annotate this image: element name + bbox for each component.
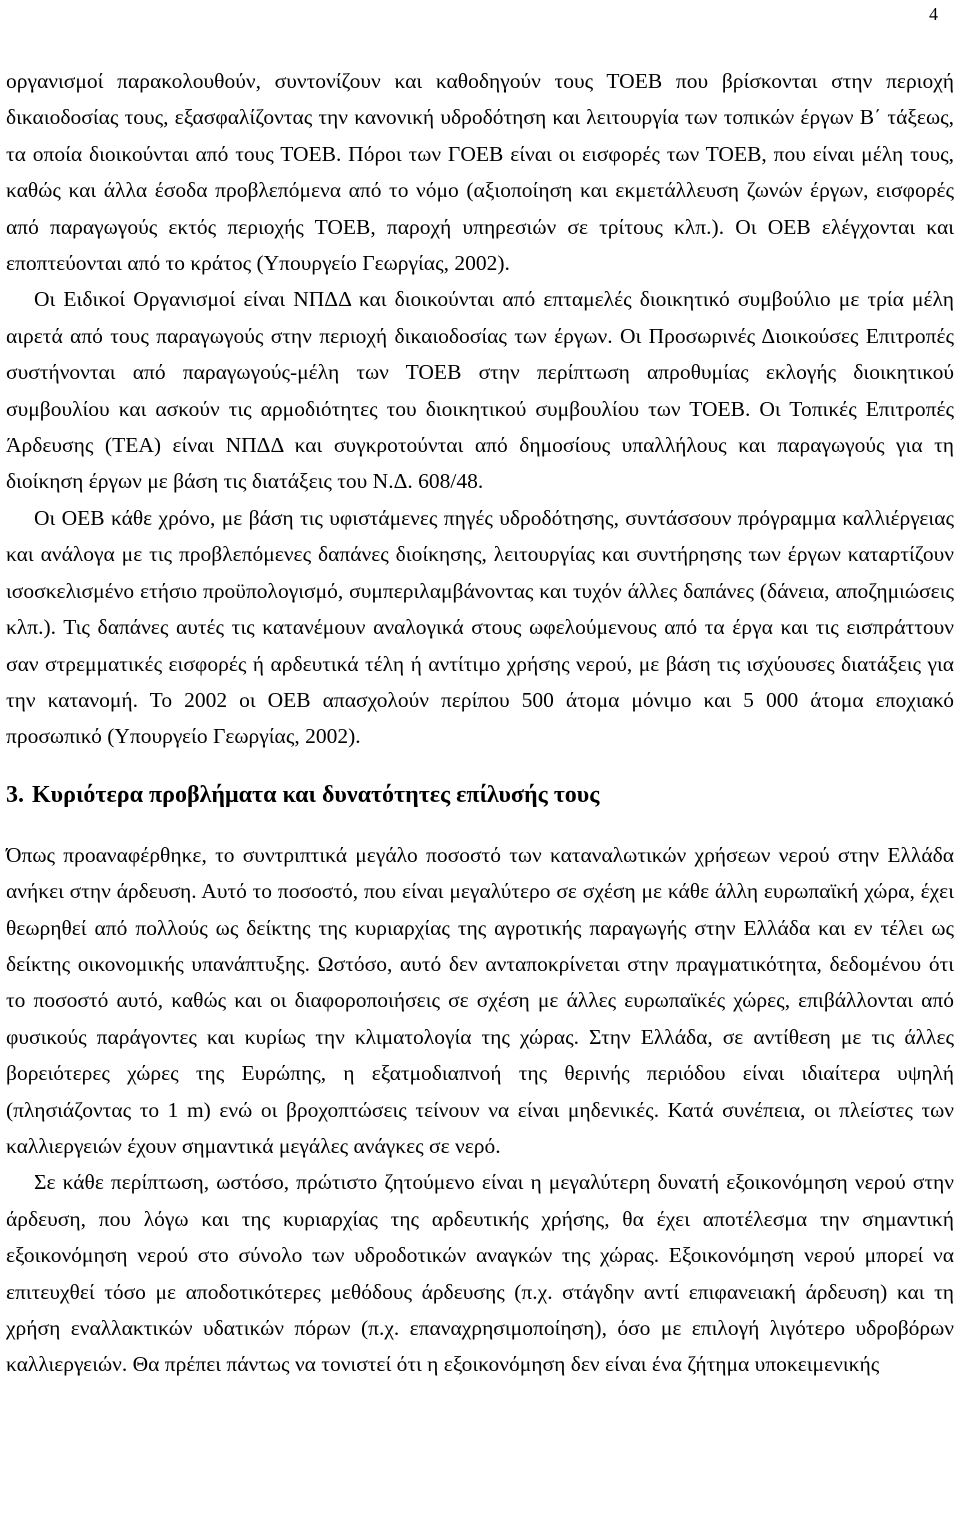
paragraph: Οι Ειδικοί Οργανισμοί είναι ΝΠΔΔ και διοικούνται από επταμελές διοικητικό συμβούλιο με τρία μέλη αιρετά από τους παραγωγούς στην περιοχή δικαιοδοσίας των έργων. Οι Προσωρινές Διοικούσες Επιτροπές συστήνονται από παραγωγούς-μέλη των ΤΟΕΒ στην περίπτωση απροθυμίας εκλογής διοικητικού συμβουλίου και ασκούν τις αρμοδιότητες του διοικητικού συμβουλίου των ΤΟΕΒ. Οι Τοπικές Επιτροπές Άρδευσης (ΤΕΑ) είναι ΝΠΔΔ και συγκροτούνται από δημοσίους υπαλλήλους και παραγωγούς για τη διοίκηση έργων με βάση τις διατάξεις του Ν.Δ. 608/48. [6, 287, 954, 494]
paragraph: Όπως προαναφέρθηκε, το συντριπτικά μεγάλο ποσοστό των καταναλωτικών χρήσεων νερού στην Ελλάδα ανήκει στην άρδευση. Αυτό το ποσοστό, που είναι μεγαλύτερο σε σχέση με κάθε άλλη ευρωπαϊκή χώρα, έχει θεωρηθεί από πολλούς ως δείκτης της κυριαρχίας της αγροτικής παραγωγής στην Ελλάδα και εν τέλει ως δείκτης οικονομικής υπανάπτυξης. Ωστόσο, αυτό δεν ανταποκρίνεται στην πραγματικότητα, δεδομένου ότι το ποσοστό αυτό, καθώς και οι διαφοροποιήσεις σε σχέση με άλλες ευρωπαϊκές χώρες, επιβάλλονται από φυσικούς παράγοντες και κυρίως την κλιματολογία της χώρας. Στην Ελλάδα, σε αντίθεση με τις άλλες βορειότερες χώρες της Ευρώπης, η εξατμοδιαπνοή της θερινής περιόδου είναι ιδιαίτερα υψηλή (πλησιάζοντας το 1 m) ενώ οι βροχοπτώσεις τείνουν να είναι μηδενικές. Κατά συνέπεια, οι πλείστες των καλλιεργειών έχουν σημαντικά μεγάλες ανάγκες σε νερό. [6, 842, 954, 1158]
section-title: Κυριότερα προβλήματα και δυνατότητες επίλυσής τους [32, 781, 600, 808]
paragraph: Οι ΟΕΒ κάθε χρόνο, με βάση τις υφιστάμενες πηγές υδροδότησης, συντάσσουν πρόγραμμα καλλιέργειας και ανάλογα με τις προβλεπόμενες δαπάνες διοίκησης, λειτουργίας και συντήρησης των έργων καταρτίζουν ισοσκελισμένο ετήσιο προϋπολογισμό, συμπεριλαμβάνοντας και τυχόν άλλες δαπάνες (δάνεια, αποζημιώσεις κλπ.). Τις δαπάνες αυτές τις κατανέμουν αναλογικά στους ωφελούμενους από τα έργα και τις εισπράττουν σαν στρεμματικές εισφορές ή αρδευτικά τέλη ή αντίτιμο χρήσης νερού, με βάση τις ισχύουσες διατάξεις για την κατανομή. Το 2002 οι ΟΕΒ απασχολούν περίπου 500 άτομα μόνιμο και 5 000 άτομα εποχιακό προσωπικό (Υπουργείο Γεωργίας, 2002). [6, 505, 954, 749]
paragraph: Σε κάθε περίπτωση, ωστόσο, πρώτιστο ζητούμενο είναι η μεγαλύτερη δυνατή εξοικονόμηση νερού στην άρδευση, που λόγω και της κυριαρχίας της αρδευτικής χρήσης, θα έχει αποτέλεσμα την σημαντική εξοικονόμηση νερού στο σύνολο των υδροδοτικών αναγκών της χώρας. Εξοικονόμηση νερού μπορεί να επιτευχθεί τόσο με αποδοτικότερες μεθόδους άρδευσης (π.χ. στάγδην αντί επιφανειακή άρδευση) και τη χρήση εναλλακτικών υδατικών πόρων (π.χ. επαναχρησιμοποίηση), όσο με επιλογή λιγότερο υδροβόρων καλλιεργειών. Θα πρέπει πάντως να τονιστεί ότι η εξοικονόμηση δεν είναι ένα ζήτημα υποκειμενικής [6, 1170, 954, 1377]
page-number: 4 [929, 4, 938, 24]
section-number: 3. [6, 781, 24, 808]
section-heading [6, 777, 954, 813]
paragraph: οργανισμοί παρακολουθούν, συντονίζουν και καθοδηγούν τους ΤΟΕΒ που βρίσκονται στην περιοχή δικαιοδοσίας τους, εξασφαλίζοντας την κανονική υδροδότηση και λειτουργία των τοπικών έργων Β΄ τάξεως, τα οποία διοικούνται από τους ΤΟΕΒ. Πόροι των ΓΟΕΒ είναι οι εισφορές των ΤΟΕΒ, που είναι μέλη τους, καθώς και άλλα έσοδα προβλεπόμενα από το νόμο (αξιοποίηση και εκμετάλλευση ζωνών έργων, εισφορές από παραγωγούς εκτός περιοχής ΤΟΕΒ, παροχή υπηρεσιών σε τρίτους κλπ.). Οι ΟΕΒ ελέγχονται και εποπτεύονται από το κράτος (Υπουργείο Γεωργίας, 2002). [6, 69, 954, 276]
document-body [6, 63, 954, 1383]
